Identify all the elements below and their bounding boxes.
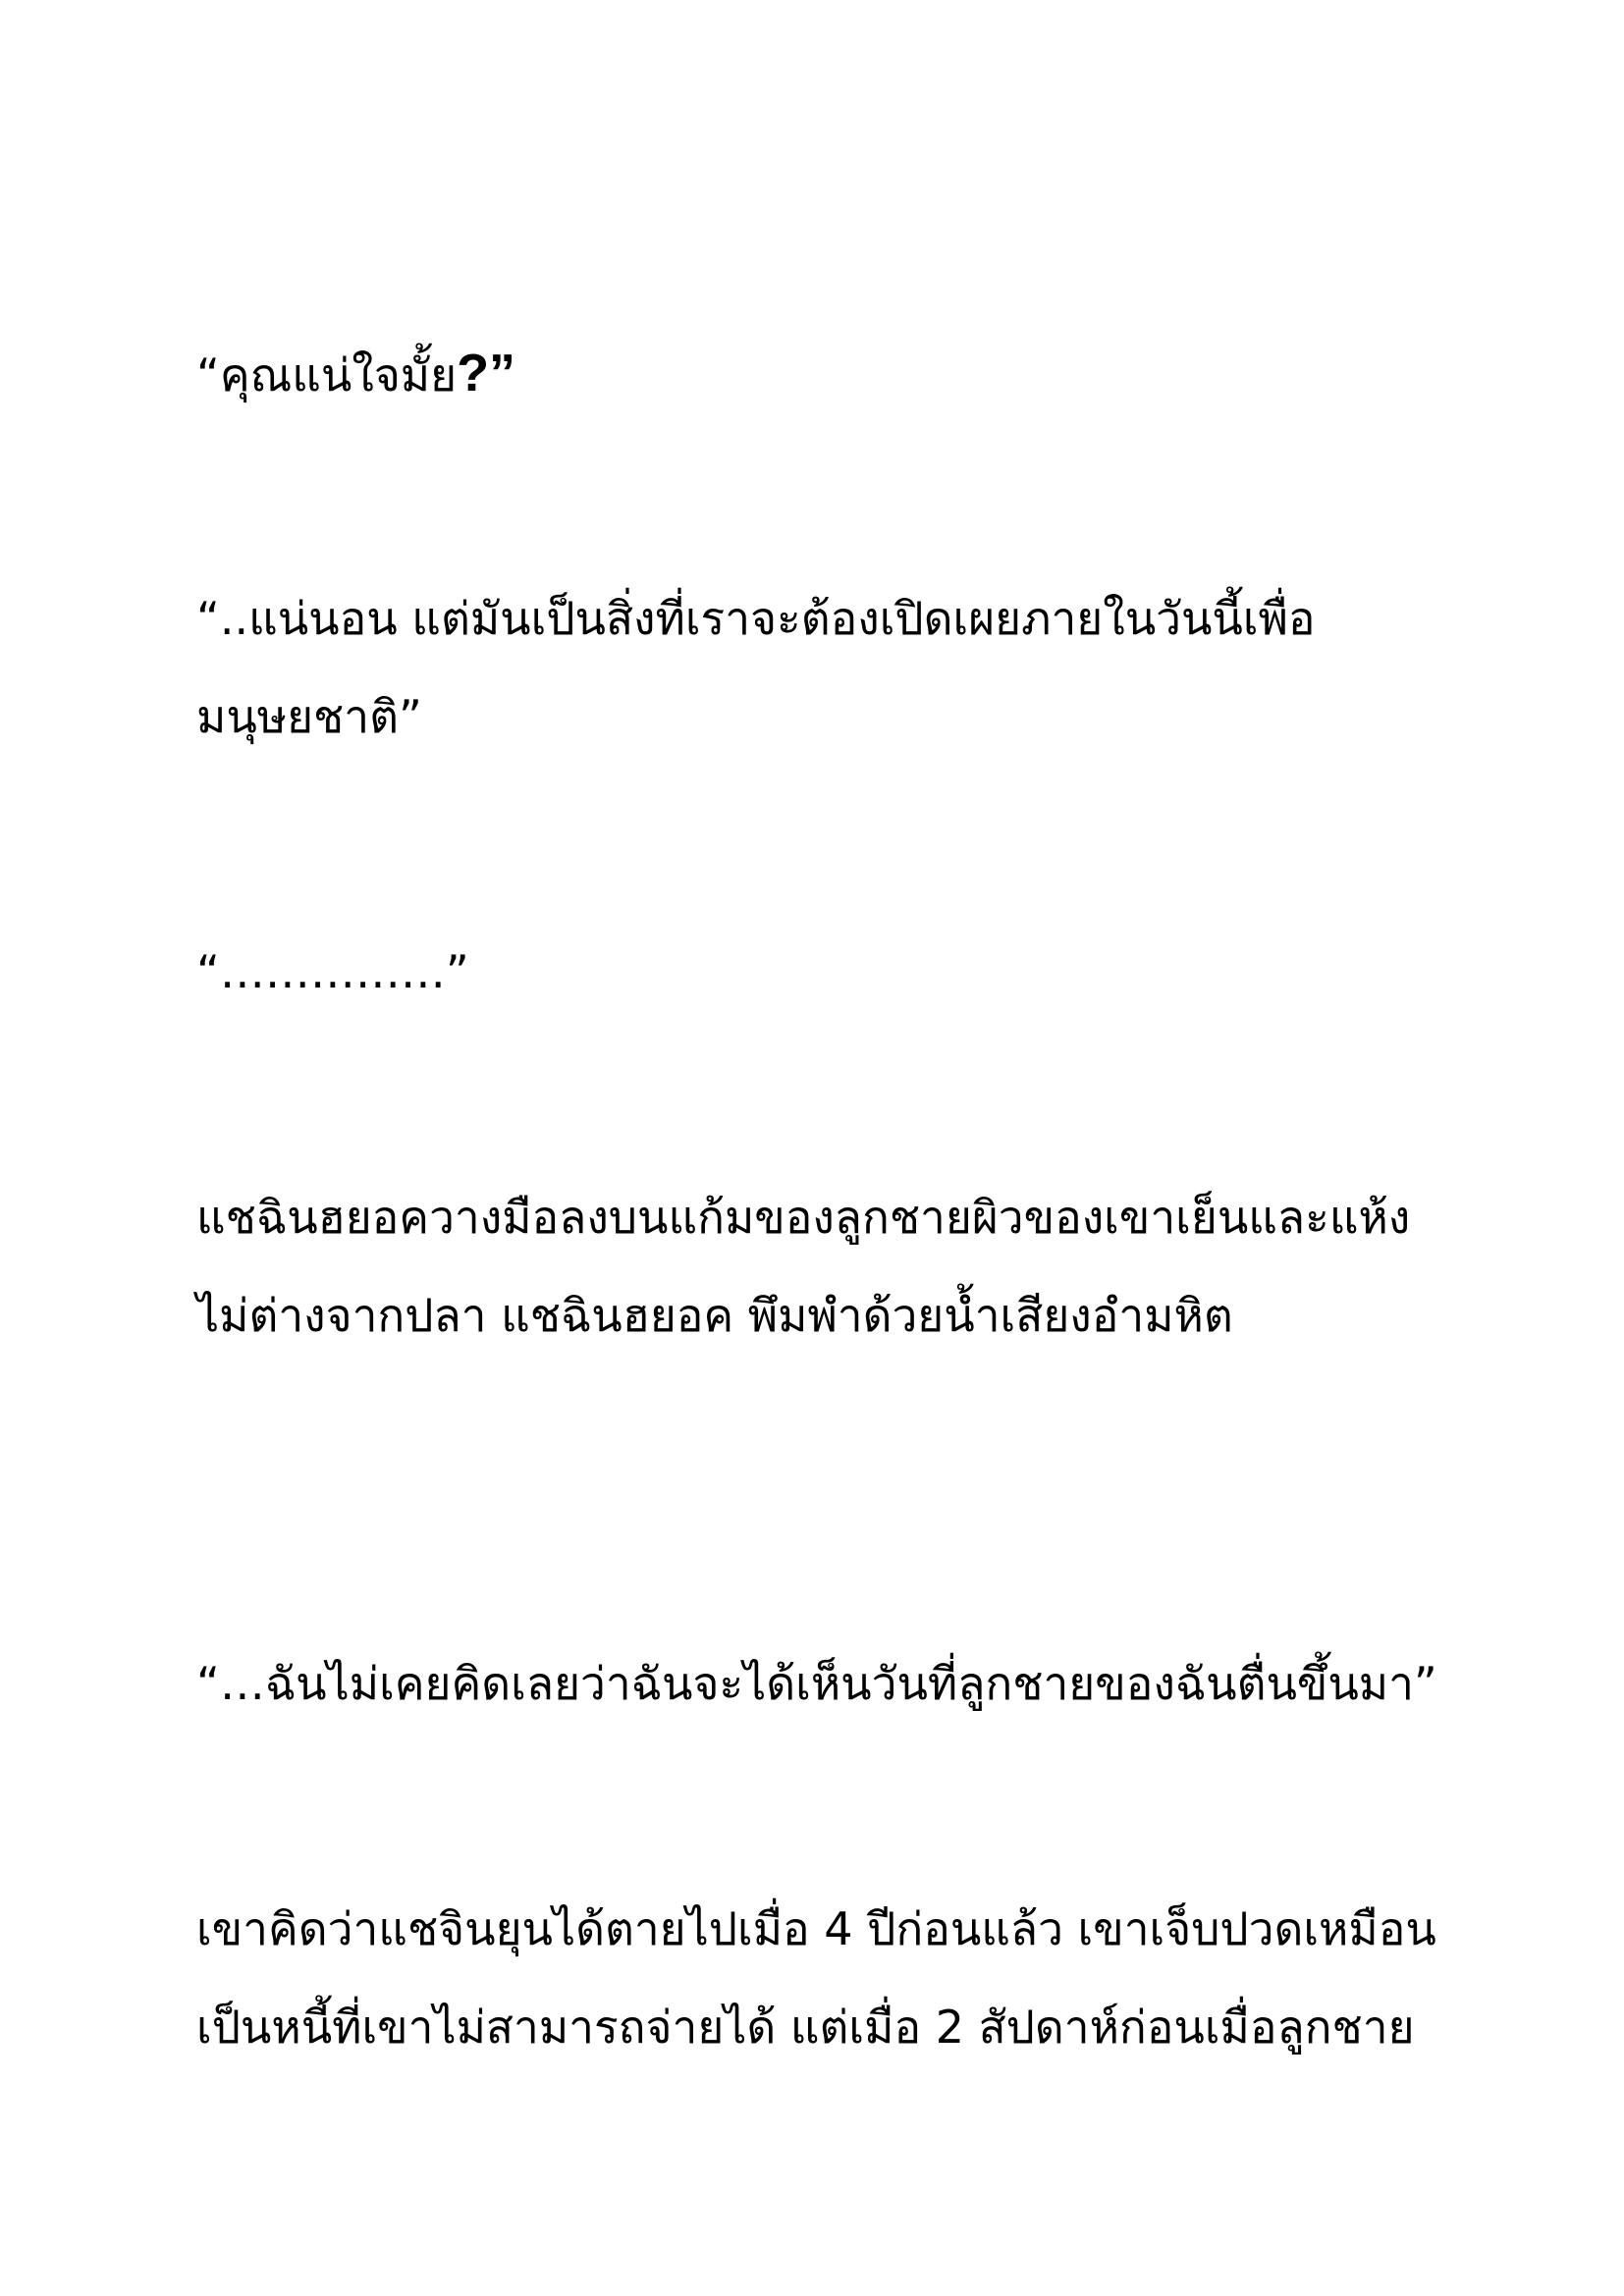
text-line: มนุษยชาติ” — [196, 690, 422, 743]
text-line: ไม่ต่างจากปลา แชฉินฮยอค พึมพำด้วยน้ำเสียงอำมหิต — [196, 1289, 1233, 1342]
paragraph-narration-2 — [196, 1880, 1473, 2076]
paragraph-question — [196, 324, 1473, 424]
question-mark: ?” — [457, 344, 516, 402]
text-line: “……………” — [196, 945, 469, 998]
text-line: เป็นหนี้ที่เขาไม่สามารถจ่ายได้ แต่เมื่อ 2 สัปดาห์ก่อนเมื่อลูกชาย — [196, 2001, 1415, 2054]
text-line: “…ฉันไม่เคยคิดเลยว่าฉันจะได้เห็นวันที่ลูกชายของฉันตื่นขึ้นมา” — [196, 1657, 1437, 1710]
text-line: เขาคิดว่าแชจินยุนได้ตายไปเมื่อ 4 ปีก่อนแล้ว เขาเจ็บปวดเหมือน — [196, 1902, 1436, 1955]
text-line: “..แน่นอน แต่มันเป็นสิ่งที่เราจะต้องเปิดเผยภายในวันนี้เพื่อ — [196, 592, 1316, 645]
text-line — [196, 324, 1473, 424]
paragraph-quote — [196, 1634, 1473, 1733]
text-line: แชฉินฮยอควางมือลงบนแก้มของลูกชายผิวของเขาเย็นและแห้ง — [196, 1191, 1411, 1244]
paragraph-answer — [196, 569, 1473, 766]
paragraph-ellipsis — [196, 923, 1473, 1021]
paragraph-narration-1 — [196, 1168, 1473, 1364]
question-text: “คุณแน่ใจมั้ย — [196, 348, 458, 401]
